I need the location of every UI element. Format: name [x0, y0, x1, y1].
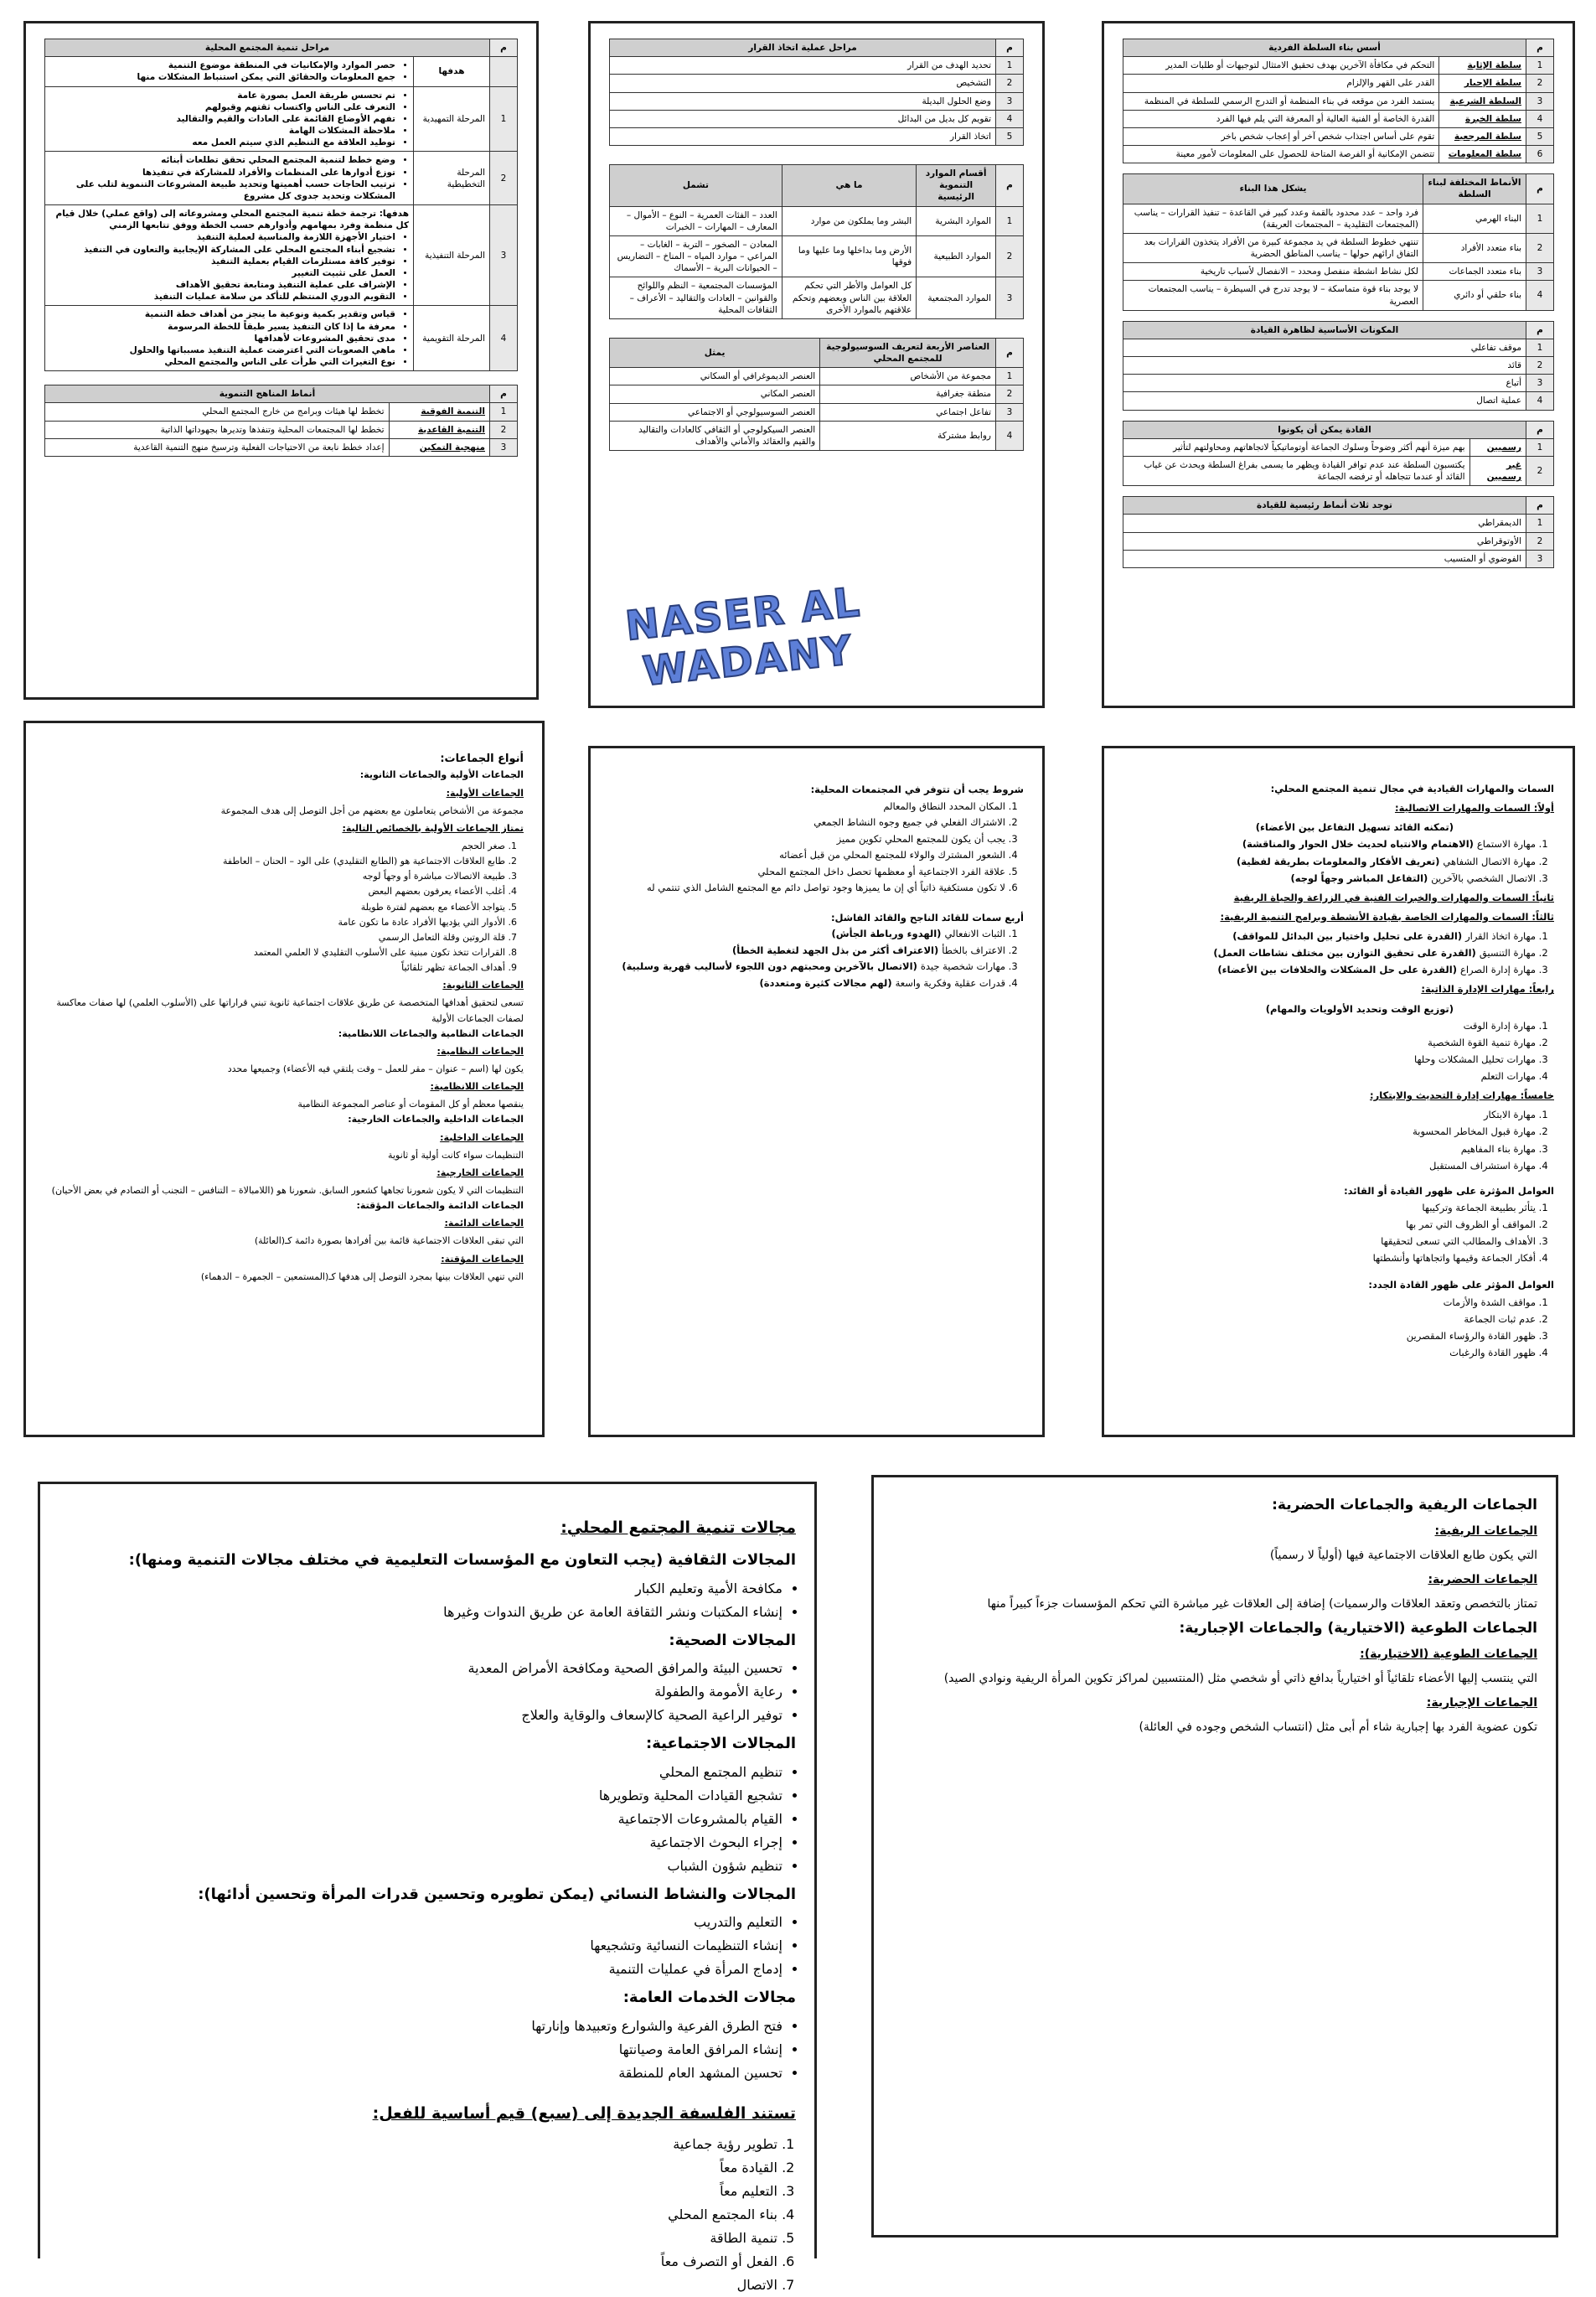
row-number: 4 — [1526, 392, 1554, 410]
table-cell: بهم ميزة أنهم أكثر وضوحاً وسلوك الجماعة أوتوماتيكياً لاتجاهاتهم ومحاولتهم لتأثير — [1123, 438, 1470, 456]
table-row — [1123, 204, 1554, 233]
list-item: • مدى تحقيق المشروعات لأهدافها — [49, 333, 395, 344]
list-item: 3. مهارة إدارة الصراع (القدرة على حل المشكلات والخلافات بين الأعضاء) — [1123, 961, 1536, 978]
panel-community-conditions: شروط يجب أن تتوفر في المجتمعات المحلية: 1. المكان المحدد النطاق والمعالم 2. الاشتراك الفعلي في جميع وجوه النشاط الجمعي 3. يجب أن يكون للمجتمع المحلي تكوين مميز 4. الشعور المشترك والولاء للمجتمع المحلي من قبل أعضائه 5. علاقة الفرد الاجتماعية أو معظمها تحصل داخل المجتمع المحلي 6. لا تكون مستكفية ذاتياً أي إن ما يميزها وجود تواصل دائم مع المجتمع الشامل الذي تنتمي له أربع سمات للقائد الناجح والقائد الفاشل: 1. الثبات الانفعالي (الهدوء ورباطة الجأش) 2. الاعتراف بالخطأ (الاعتراف أكثر من بذل الجهد لتغطية الخطأ) 3. مهارات شخصية جيدة (الاتصال بالآخرين ومحبتهم دون اللجوء لأساليب قهرية وسلبية) 4. قدرات عقلية وفكرية واسعة (لهم مجالات كثيرة ومتعددة) — [588, 746, 1045, 1437]
row-number: 3 — [1526, 263, 1554, 281]
list-item: • اختيار الأجهزة اللازمة والمناسبة لعملية التنفيذ — [49, 231, 395, 243]
row-number: 2 — [996, 385, 1024, 403]
table-row — [1123, 146, 1554, 163]
row-number: 1 — [1526, 438, 1554, 456]
table-community-elements: م العناصر الأربعة لتعريف السوسيولوجية للمجتمع المحلي يمثل 1 مجموعة من الأشخاص العنصر الديموغرافي أو السكاني 2 منطقة جغرافية العنصر المكاني 3 تفاعل اجتماعي العنصر السوسيولوجي أو الاجتماعي 4 روابط مشتركة العنصر السيكولوجي أو الثقافي كالعادات والتقاليد والقيم والعقائد والأماني والأهداف — [609, 338, 1024, 451]
row-number: 4 — [1526, 281, 1554, 310]
list-item: 6. لا تكون مستكفية ذاتياً أي إن ما يميزها وجود تواصل دائم مع المجتمع الشامل الذي تنتمي له — [609, 880, 1005, 897]
list-item: • تنظيم شؤون الشباب — [59, 1855, 783, 1878]
row-number: 1 — [1526, 204, 1554, 233]
table-cell: مجموعة من الأشخاص — [820, 368, 996, 385]
list-item: 1. تطوير رؤية جماعية — [59, 2133, 777, 2156]
table-cell: سلطة المرجعية — [1439, 127, 1526, 145]
table-row — [1123, 550, 1554, 567]
list-item: 1. مواقف الشدة والأزمات — [1123, 1294, 1536, 1311]
list-item: 3. الأهداف والمطالب التي تسعى لتحقيقها — [1123, 1233, 1536, 1249]
list-item: 1. يتأثر بطبيعة الجماعة وتركيبها — [1123, 1199, 1536, 1216]
list-item: • ترتيب الحاجات حسب أهميتها وتحديد طبيعة المشروعات التنموية لتلب على المشكلات وتحديد جدوى كل مشروع — [49, 178, 395, 202]
table-cell: منهجية التمكين — [389, 438, 489, 456]
row-number: 2 — [996, 75, 1024, 92]
table-row — [45, 205, 518, 306]
row-number: 1 — [490, 403, 518, 421]
table-cell: التنمية الفوقية — [389, 403, 489, 421]
stage-name: المرحلة التنفيذية — [414, 205, 490, 306]
list-item: 1. صغر الحجم — [44, 839, 505, 854]
table-row — [1123, 515, 1554, 532]
list-item: • إنشاء المكتبات ونشر الثقافة العامة عن طريق الندوات وغيرها — [59, 1601, 783, 1624]
row-number: 1 — [996, 57, 1024, 75]
row-number: 1 — [996, 206, 1024, 235]
table-cell: العنصر السيكولوجي أو الثقافي كالعادات والتقاليد والقيم والعقائد والأماني والأهداف — [610, 421, 820, 450]
list-item: 4. بناء المجتمع المحلي — [59, 2203, 777, 2227]
table-row — [45, 86, 518, 152]
list-item: • تم تحسس طريقة العمل بصورة عامة — [49, 90, 395, 101]
row-number: 1 — [1526, 57, 1554, 75]
list-item: 2. القيادة معاً — [59, 2156, 777, 2180]
list-item: • الإشراف على عملية التنفيذ ومتابعة تحقيق الأهداف — [49, 279, 395, 291]
table-cell: المعادن – الصخور – التربة – الغابات – المراعي – موارد المياه – المناخ – التضاريس – الحيوانات البرية – الأسماك — [610, 235, 783, 277]
table-row — [45, 421, 518, 438]
table-row — [610, 421, 1024, 450]
list-item: 8. القرارات تتخذ تكون مبنية على الأسلوب التقليدي لا العلمي المعتمد — [44, 945, 505, 960]
list-item: 4. أفكار الجماعة وقيمها واتجاهاتها وأنشطتها — [1123, 1249, 1536, 1266]
row-number: 2 — [996, 235, 1024, 277]
list-item: • ملاحظة المشكلات الهامة — [49, 125, 395, 137]
row-number: 4 — [1526, 110, 1554, 127]
item-note: (القدرة على تحليل واختيار بين البدائل للمواقف) — [1232, 930, 1466, 942]
table-cell: روابط مشتركة — [820, 421, 996, 450]
table-row — [1123, 339, 1554, 356]
list-item: 7. قلة الروتين وقلة التعامل الرسمي — [44, 930, 505, 945]
list-item: 2. مهارة قبول المخاطر المحسوبة — [1123, 1123, 1536, 1140]
table-cell: أتباع — [1123, 375, 1526, 392]
table-cell: العنصر المكاني — [610, 385, 820, 403]
table-row — [1123, 357, 1554, 375]
list-item: 4. مهارات التعلم — [1123, 1068, 1536, 1084]
row-number: 4 — [996, 110, 1024, 127]
row-number: 3 — [490, 438, 518, 456]
item-note: (القدرة على تحقيق التوازن بين مختلف نشاطات العمل) — [1213, 947, 1480, 960]
list-item: 1. المكان المحدد النطاق والمعالم — [609, 799, 1005, 815]
list-item: • مكافحة الأمية وتعليم الكبار — [59, 1577, 783, 1601]
panel-group-types-continued: الجماعات الريفية والجماعات الحضرية: الجماعات الريفية: التي يكون طابع العلاقات الاجتماعية فيها (أولياً لا رسمياً) الجماعات الحضرية: تمتاز بالتخصص وتعقد العلاقات والرسميات) إضافة إلى العلاقات غير مباشرة التي تحكم المؤسسات جزءاً كبيراً منها الجماعات الطوعية (الاختيارية) والجماعات الإجبارية: الجماعات الطوعية (الاختيارية): التي ينتسب إليها الأعضاء تلقائياً أو اختيارياً بدافع ذاتي أو شخصي مثل (المنتسبين لمراكز تكوين المرأة الريفية ونوادي الصيد) الجماعات الإجبارية: تكون عضوية الفرد بها إجبارية شاء أم أبى مثل (انتساب الشخص وجوده في العائلة) — [871, 1475, 1558, 2238]
table-cell: الأرض وما بداخلها وما عليها وما فوقها — [782, 235, 916, 277]
list-item: • رعاية الأمومة والطفولة — [59, 1680, 783, 1704]
row-number: 1 — [1526, 515, 1554, 532]
table-cell: الموارد البشرية — [917, 206, 996, 235]
stage-details — [45, 152, 414, 205]
table-cell: المؤسسات المجتمعية – النظم واللوائح والقوانين – العادات والتقاليد – الأعراف – الثقافات المحلية — [610, 277, 783, 319]
list-item: 6. الأدوار التي يؤديها الأفراد عادة ما تكون عامة — [44, 915, 505, 930]
table-development-approaches: م أنماط المناهج التنموية 1 التنمية الفوقية تخطط لها هيئات وبرامج من خارج المجتمع المحلي 2 التنمية القاعدية تخطط لها المجتمعات المحلية وتنفذها وتديرها بجهوداتها الذاتية 3 منهجية التمكين إعداد خطط نابعة من الاحتياجات الفعلية وترسيخ منهج التنمية القاعدية — [44, 385, 518, 457]
table-cell: تنتهي خطوط السلطة في يد مجموعة كبيرة من الأفراد يتخذون القرارات بعد التفاق ارائهم حولها – يناسب المناطق الحضرية — [1123, 233, 1423, 262]
list-item: 4. مهارة استشراف المستقبل — [1123, 1157, 1536, 1174]
table-cell: التشخيص — [610, 75, 996, 92]
list-item: 1. مهارة اتخاذ القرار (القدرة على تحليل واختيار بين البدائل للمواقف) — [1123, 928, 1536, 944]
list-item: • تشجيع أبناء المجتمع المحلي على المشاركة الإيجابية والتعاون في التنفيذ — [49, 244, 395, 256]
list-item: • العمل على تثبيت التغيير — [49, 267, 395, 279]
table-row — [610, 127, 1024, 145]
list-item: 6. الفعل أو التصرف معاً — [59, 2250, 777, 2274]
table-row — [610, 110, 1024, 127]
row-number: 2 — [1526, 456, 1554, 485]
table-cell: الفوضوي أو المتسيب — [1123, 550, 1526, 567]
row-number: 2 — [1526, 233, 1554, 262]
watermark-logo: NASER AL WADANY — [622, 578, 864, 696]
list-item: • فتح الطرق الفرعية والشوارع وتعبيدها وإنارتها — [59, 2015, 783, 2038]
table-development-resources: م أقسام الموارد التنموية الرئيسية ما هي تشمل 1 الموارد البشرية البشر وما يملكون من موارد العدد – الفئات العمرية – النوع – الأموال – المعارف – المهارات – الخبرات 2 الموارد الطبيعية الأرض وما بداخلها وما عليها وما فوقها المعادن – الصخور – التربة – الغابات – المراعي – موارد المياه – المناخ – التضاريس – الحيوانات البرية – الأسماك 3 الموارد المجتمعية كل العوامل والأطر التي تحكم العلاقة بين الناس وبعضهم وتحكم علاقتهم بالموارد الأخرى المؤسسات المجتمعية – النظم واللوائح والقوانين – العادات والتقاليد – الأعراف – الثقافات المحلية — [609, 164, 1024, 319]
row-number: 4 — [996, 421, 1024, 450]
table-cell: الموارد المجتمعية — [917, 277, 996, 319]
table-cell: بناء متعدد الجماعات — [1423, 263, 1526, 281]
table-row — [1123, 263, 1554, 281]
list-item: • تحسين البيئة والمرافق الصحية ومكافحة الأمراض المعدية — [59, 1657, 783, 1680]
item-note: (تعريف الأفكار والمعلومات بطريقة لفظية) — [1237, 855, 1444, 867]
stage-name: المرحلة التمهيدية — [414, 86, 490, 152]
stage-intro: هدفها: ترجمة خطة تنمية المجتمع المحلي ومشروعاته إلى (واقع عملي) خلال قيام كل منظمة وفرد بمهامهم وأدوارهم حسب الخطة ووفق تتابعها الزمني — [55, 209, 409, 231]
stage-items — [49, 308, 409, 368]
list-item: 2. عدم ثبات الجماعة — [1123, 1311, 1536, 1327]
item-note: (الاتصال بالآخرين ومحبتهم دون اللجوء لأساليب قهرية وسلبية) — [622, 960, 921, 973]
goal-item: • جمع المعلومات والحقائق التي يمكن استنباط المشكلات منها — [49, 71, 395, 83]
table-row — [610, 385, 1024, 403]
item-note: (الهدوء ورباطة الجأش) — [831, 928, 945, 940]
table-row — [45, 403, 518, 421]
row-number: 3 — [996, 277, 1024, 319]
row-number: 3 — [1526, 550, 1554, 567]
table-cell: لا يوجد بناء قوة متماسكة – لا يوجد تدرج في السيطرة – يناسب المجتمعات العصرية — [1123, 281, 1423, 310]
table-cell: فرد واحد – عدد محدود بالقمة وعدد كبير في القاعدة – تنفيذ القرارات – يناسب (المجتمعات التقليدية – المجتمعات العريقة) — [1123, 204, 1423, 233]
table-row — [610, 75, 1024, 92]
table-cell: العنصر السوسيولوجي أو الاجتماعي — [610, 403, 820, 421]
table-row — [610, 368, 1024, 385]
table-cell: تحديد الهدف من القرار — [610, 57, 996, 75]
row-number: 3 — [490, 205, 518, 306]
list-item: 2. مهارة الاتصال الشفاهي (تعريف الأفكار والمعلومات بطريقة لفظية) — [1123, 853, 1536, 870]
row-number: 4 — [490, 306, 518, 371]
table-authority-bases: م أسس بناء السلطة الفردية 1 سلطة الإثابة التحكم في مكافأة الآخرين بهدف تحقيق الامتثال لتوجيهات أو طلبات المدير 2 سلطة الإجبار القدر على القهر والإلزام 3 السلطة الشرعية يستمد الفرد من موقعه في بناء المنظمة أو التدرج الرسمي للسلطة في المنظمة 4 سلطة الخبرة القدرة الخاصة أو الفنية العالية أو المعرفة التي يلم فيها الفرد 5 سلطة المرجعية تقوم على أساس اجتذاب شخص آخر أو إعجاب شخص باخر 6 سلطة المعلومات تتضمن الإمكانية أو الفرصة المتاحة للحصول على المعلومات لأمور معينة — [1123, 39, 1554, 163]
list-item: • ماهي الصعوبات التي اعترضت عملية التنفيذ مسبباتها والحلول — [49, 344, 395, 356]
list-item: 3. مهارة بناء المفاهيم — [1123, 1141, 1536, 1157]
item-note: (الاعتراف أكثر من بذل الجهد لتغطية الخطأ) — [732, 944, 943, 956]
panel-authority-leadership — [1102, 21, 1575, 708]
table-cell: الديمقراطي — [1123, 515, 1526, 532]
table-development-stages: م مراحل تنمية المجتمع المحلية هدفها • حصر الموارد والإمكانيات في المنطقة موضوع التنمية • جمع المعلومات والحقائق التي يمكن استنباط المشكلات منها 1 المرحلة التمهيدية • تم تحسس طريقة العمل بصورة عامة • التعرف على الناس واكتساب ثقتهم وقبولهم • تفهم الأوضاع القائمة على العادات والقيم والتقاليد • ملاحظة المشكلات الهامة • توطيد العلاقة مع التنظيم الذي سيتم العمل معه 2 المرحلة التخطيطية • وضع خطط لتنمية المجتمع المحلي تحقق تطلعات أبنائه • توزع أدوارها على المنظمات والأفراد للمشاركة في تنفيذها • ترتيب الحاجات حسب أهميتها وتحديد طبيعة المشروعات التنموية لتلب على المشكلات وتحديد جدوى كل مشروع 3 المرحلة التنفيذية هدفها: ترجمة خطة تنمية المجتمع المحلي ومشروعاته إلى (واقع عملي) خلال قيام كل منظمة وفرد بمهامهم وأدوارهم حسب الخطة ووفق تتابعها الزمني • اختيار الأجهزة اللازمة والمناسبة لعملية التنفيذ • تشجيع أبناء المجتمع المحلي على المشاركة الإيجابية والتعاون في التنفيذ • توفير كافة مستلزمات القيام بعملية التنفيذ • العمل على تثبيت التغيير • الإشراف على عملية التنفيذ ومتابعة تحقيق الأهداف • التقويم الدوري المنتظم للتأكد من سلامة عمليات التنفيذ 4 المرحلة التقويمية • قياس وتقدير بكمية ونوعية ما ينجز من أهداف خطة التنمية • معرفة ما إذا كان التنفيذ يسير طبقاً للخطة المرسومة • مدى تحقيق المشروعات لأهدافها • ماهي الصعوبات التي اعترضت عملية التنفيذ مسبباتها والحلول • نوع التغيرات التي طرأت على الناس والمجتمع المحلي — [44, 39, 518, 371]
table-cell: القدرة الخاصة أو الفنية العالية أو المعرفة التي يلم فيها الفرد — [1123, 110, 1439, 127]
table-cell: سلطة الخبرة — [1439, 110, 1526, 127]
stage-details — [45, 205, 414, 306]
table-cell: لكل نشاط انشطة منفصل ومحدد – الانفصال لأسباب تاريخية — [1123, 263, 1423, 281]
table-cell: عملية اتصال — [1123, 392, 1526, 410]
list-item: 1. الثبات الانفعالي (الهدوء ورباطة الجأش) — [609, 926, 1005, 943]
table-row — [610, 277, 1024, 319]
table-leadership-styles: م توجد ثلاث أنماط رئيسية للقيادة 1 الديمقراطي 2 الأوتوقراطي 3 الفوضوي أو المتسيب — [1123, 496, 1554, 568]
table-cell: اتخاذ القرار — [610, 127, 996, 145]
list-item: • إدماج المرأة في عمليات التنمية — [59, 1958, 783, 1981]
panel-development-fields: مجالات تنمية المجتمع المحلي: المجالات الثقافية (يجب التعاون مع المؤسسات التعليمية في مختلف مجالات التنمية ومنها): • مكافحة الأمية وتعليم الكبار • إنشاء المكتبات ونشر الثقافة العامة عن طريق الندوات وغيرها المجالات الصحية: • تحسين البيئة والمرافق الصحية ومكافحة الأمراض المعدية • رعاية الأمومة والطفولة • توفير الراعية الصحية كالإسعاف والوقاية والعلاج المجالات الاجتماعية: • تنظيم المجتمع المحلي • تشجيع القيادات المحلية وتطويرها • القيام بالمشروعات الاجتماعية • إجراء البحوث الاجتماعية • تنظيم شؤون الشباب المجالات والنشاط النسائي (يمكن تطويره وتحسين قدرات المرأة وتحسين أدائها): • التعليم والتدريب • إنشاء التنظيمات النسائية وتشجيعها • إدماج المرأة في عمليات التنمية مجالات الخدمات العامة: • فتح الطرق الفرعية والشوارع وتعبيدها وإنارتها • إنشاء المرافق العامة وصيانتها • تحسين المشهد العام للمنطقة تستند الفلسفة الجديدة إلى (سبع) قيم أساسية للفعل: 1. تطوير رؤية جماعية 2. القيادة معاً 3. التعليم معاً 4. بناء المجتمع المحلي 5. تنمية الطاقة 6. الفعل أو التصرف معاً 7. الاتصال — [38, 1482, 817, 2258]
row-number: 3 — [996, 403, 1024, 421]
list-item: 2. الاعتراف بالخطأ (الاعتراف أكثر من بذل الجهد لتغطية الخطأ) — [609, 943, 1005, 960]
table-row — [45, 306, 518, 371]
table-row — [1123, 233, 1554, 262]
list-item: • توفير الراعية الصحية كالإسعاف والوقاية والعلاج — [59, 1704, 783, 1727]
table-row — [610, 235, 1024, 277]
row-number: 2 — [490, 152, 518, 205]
list-item: • القيام بالمشروعات الاجتماعية — [59, 1808, 783, 1831]
table-cell: بناء متعدد الأفراد — [1423, 233, 1526, 262]
table-cell: بناء حلقي أو دائري — [1423, 281, 1526, 310]
row-number: 2 — [1526, 532, 1554, 550]
list-item: 4. الشعور المشترك والولاء للمجتمع المحلي من قبل أعضائه — [609, 847, 1005, 864]
table-cell: تخطط لها المجتمعات المحلية وتنفذها وتديرها بجهوداتها الذاتية — [45, 421, 390, 438]
table-cell: تتضمن الإمكانية أو الفرصة المتاحة للحصول على المعلومات لأمور معينة — [1123, 146, 1439, 163]
table-row — [1123, 456, 1554, 485]
list-item: • تشجيع القيادات المحلية وتطويرها — [59, 1784, 783, 1808]
list-item: 1. مهارة إدارة الوقت — [1123, 1017, 1536, 1034]
table-row — [610, 57, 1024, 75]
row-number: 2 — [1526, 357, 1554, 375]
table-cell: موقف تفاعلي — [1123, 339, 1526, 356]
list-item: 3. مهارات شخصية جيدة (الاتصال بالآخرين ومحبتهم دون اللجوء لأساليب قهرية وسلبية) — [609, 959, 1005, 975]
panel-group-types: أنواع الجماعات: الجماعات الأولية والجماعات الثانوية: الجماعات الأولية: مجموعة من الأشخاص يتعاملون مع بعضهم من أجل التوصل إلى هدف المجموعة تمتاز الجماعات الأولية بالخصائص التالية: 1. صغر الحجم 2. طابع العلاقات الاجتماعية هو (الطابع التقليدي) على الود – الحنان – العاطفة 3. طبيعة الاتصالات مباشرة أو وجهاً لوجه 4. أغلب الأعضاء يعرفون بعضهم البعض 5. يتواجد الأعضاء مع بعضهم لفترة طويلة 6. الأدوار التي يؤديها الأفراد عادة ما تكون عامة 7. قلة الروتين وقلة التعامل الرسمي 8. القرارات تتخذ تكون مبنية على الأسلوب التقليدي لا العلمي المعتمد 9. أهداف الجماعة تظهر تلقائياً الجماعات الثانوية: تسعى لتحقيق أهدافها المتخصصة عن طريق علاقات اجتماعية ثانوية تبني قراراتها على (الأسلوب العلمي) لها صفات معاكسة لصفات الجماعات الأولية الجماعات النظامية والجماعات اللانظامية: الجماعات النظامية: يكون لها (اسم – عنوان – مقر للعمل – وقت يلتقي فيه الأعضاء) وجميعها محدد الجماعات اللانظامية: ينقصها معظم أو كل المقومات أو عناصر المجموعة النظامية الجماعات الداخلية والجماعات الخارجية: الجماعات الداخلية: التنظيمات سواء كانت أولية أو ثانوية الجماعات الخارجية: التنظيمات التي لا يكون شعورنا تجاهها كشعور السابق. شعورنا هو (اللامبالاة – التنافس – التجنب أو التصادم في بعض الأحيان) الجماعات الدائمة والجماعات المؤقتة: الجماعات الدائمة: التي تبقى العلاقات الاجتماعية قائمة بين أفرادها بصورة دائمة كـ(العائلة) الجماعات المؤقتة: التي تنهي العلاقات بينها بمجرد التوصل إلى هدفها كـ(المستمعين – الجمهرة – الدهماء) — [23, 721, 545, 1437]
table-row — [1123, 75, 1554, 92]
list-item: 9. أهداف الجماعة تظهر تلقائياً — [44, 960, 505, 975]
table-cell: يستمد الفرد من موقعه في بناء المنظمة أو التدرج الرسمي للسلطة في المنظمة — [1123, 92, 1439, 110]
table-cell: التنمية القاعدية — [389, 421, 489, 438]
table-row — [1123, 281, 1554, 310]
row-number: 2 — [490, 421, 518, 438]
table-cell: قائد — [1123, 357, 1526, 375]
row-number: 6 — [1526, 146, 1554, 163]
list-item: 3. التعليم معاً — [59, 2180, 777, 2203]
stage-items — [49, 154, 409, 202]
list-item: 2. طابع العلاقات الاجتماعية هو (الطابع التقليدي) على الود – الحنان – العاطفة — [44, 854, 505, 869]
list-item: • تحسين المشهد العام للمنطقة — [59, 2062, 783, 2085]
list-item: • تنظيم المجتمع المحلي — [59, 1761, 783, 1784]
table-row — [1123, 110, 1554, 127]
list-item: 2. الاشتراك الفعلي في جميع وجوه النشاط الجمعي — [609, 815, 1005, 831]
table-cell: تفاعل اجتماعي — [820, 403, 996, 421]
table-cell: التحكم في مكافأة الآخرين بهدف تحقيق الامتثال لتوجيهات أو طلبات المدير — [1123, 57, 1439, 75]
table-row — [45, 152, 518, 205]
table-cell: تخطط لها هيئات وبرامج من خارج المجتمع المحلي — [45, 403, 390, 421]
table-cell: الموارد الطبيعية — [917, 235, 996, 277]
table-row — [610, 403, 1024, 421]
table-row — [45, 438, 518, 456]
row-number: 1 — [996, 368, 1024, 385]
item-note: (التفاعل المباشر وجهاً لوجه) — [1290, 872, 1432, 884]
table-cell: سلطة الإجبار — [1439, 75, 1526, 92]
table-row — [1123, 375, 1554, 392]
item-note: (الاهتمام والانتباه لحديث خلال الحوار والمناقشة) — [1242, 838, 1477, 851]
table-row — [1123, 392, 1554, 410]
table-cell: إعداد خطط نابعة من الاحتياجات الفعلية وترسيخ منهج التنمية القاعدية — [45, 438, 390, 456]
table-row — [1123, 92, 1554, 110]
list-item: 2. المواقف أو الظروف التي تمر بها — [1123, 1216, 1536, 1233]
row-number: 5 — [996, 127, 1024, 145]
table-cell: العدد – الفئات العمرية – النوع – الأموال – المعارف – المهارات – الخبرات — [610, 206, 783, 235]
table-cell: رسميين — [1469, 438, 1526, 456]
table-cell: سلطة المعلومات — [1439, 146, 1526, 163]
table-leader-types: م القادة يمكن أن يكونوا 1 رسميين بهم ميزة أنهم أكثر وضوحاً وسلوك الجماعة أوتوماتيكياً لاتجاهاتهم ومحاولتهم لتأثير 2 غير رسميين يكتسبون السلطة عند عدم توافر القيادة ويظهر ما يسمى بفراغ السلطة ويحدث عن غياب القائد أو عندما تتجاهله أو ترفضه الجماعة — [1123, 421, 1554, 487]
list-item: 5. تنمية الطاقة — [59, 2227, 777, 2250]
list-item: 2. مهارة التنسيق (القدرة على تحقيق التوازن بين مختلف نشاطات العمل) — [1123, 944, 1536, 961]
list-item: • معرفة ما إذا كان التنفيذ يسير طبقاً للخطة المرسومة — [49, 321, 395, 333]
table-row — [610, 206, 1024, 235]
row-number: 1 — [490, 86, 518, 152]
table-cell: سلطة الإثابة — [1439, 57, 1526, 75]
list-item: • وضع خطط لتنمية المجتمع المحلي تحقق تطلعات أبنائه — [49, 154, 395, 166]
row-number: 3 — [1526, 92, 1554, 110]
list-item: 5. يتواجد الأعضاء مع بعضهم لفترة طويلة — [44, 900, 505, 915]
table-cell: وضع الحلول البديلة — [610, 92, 996, 110]
list-item: 1. مهارة الابتكار — [1123, 1106, 1536, 1123]
table-cell: العنصر الديموغرافي أو السكاني — [610, 368, 820, 385]
list-item: 3. يجب أن يكون للمجتمع المحلي تكوين مميز — [609, 831, 1005, 848]
list-item: 3. طبيعة الاتصالات مباشرة أو وجهاً لوجه — [44, 869, 505, 884]
list-item: • التعرف على الناس واكتساب ثقتهم وقبولهم — [49, 101, 395, 113]
stage-items — [49, 90, 409, 149]
table-authority-patterns: م الأنماط المختلفة لبناء السلطة يشكل هذا البناء 1 البناء الهرمي فرد واحد – عدد محدود بالقمة وعدد كبير في القاعدة – تنفيذ القرارات – يناسب (المجتمعات التقليدية – المجتمعات العريقة) 2 بناء متعدد الأفراد تنتهي خطوط السلطة في يد مجموعة كبيرة من الأفراد يتخذون القرارات بعد التفاق ارائهم حولها – يناسب المناطق الحضرية 3 بناء متعدد الجماعات لكل نشاط انشطة منفصل ومحدد – الانفصال لأسباب تاريخية 4 بناء حلقي أو دائري لا يوجد بناء قوة متماسكة – لا يوجد تدرج في السيطرة – يناسب المجتمعات العصرية — [1123, 173, 1554, 311]
row-number: 3 — [996, 92, 1024, 110]
item-note: (القدرة على حل المشكلات والخلافات بين الأعضاء) — [1217, 964, 1460, 976]
list-item: 3. ظهور القادة والرؤساء المقصرين — [1123, 1327, 1536, 1344]
table-cell: يكتسبون السلطة عند عدم توافر القيادة ويظهر ما يسمى بفراغ السلطة ويحدث عن غياب القائد أو عندما تتجاهله أو ترفضه الجماعة — [1123, 456, 1470, 485]
table-row — [1123, 438, 1554, 456]
list-item: 4. ظهور القادة والرغبات — [1123, 1344, 1536, 1361]
list-item: 1. مهارة الاستماع (الاهتمام والانتباه لحديث خلال الحوار والمناقشة) — [1123, 836, 1536, 852]
goal-item: • حصر الموارد والإمكانيات في المنطقة موضوع التنمية — [49, 59, 395, 71]
table-cell: منطقة جغرافية — [820, 385, 996, 403]
list-item: • توزع أدوارها على المنظمات والأفراد للمشاركة في تنفيذها — [49, 167, 395, 178]
list-item: 3. الاتصال الشخصي بالآخرين (التفاعل المباشر وجهاً لوجه) — [1123, 870, 1536, 887]
list-item: • توفير كافة مستلزمات القيام بعملية التنفيذ — [49, 256, 395, 267]
table-cell: تقوم على أساس اجتذاب شخص آخر أو إعجاب شخص باخر — [1123, 127, 1439, 145]
table-cell: كل العوامل والأطر التي تحكم العلاقة بين الناس وبعضهم وتحكم علاقتهم بالموارد الأخرى — [782, 277, 916, 319]
list-item: • نوع التغيرات التي طرأت على الناس والمجتمع المحلي — [49, 356, 395, 368]
stage-details — [45, 86, 414, 152]
list-item: 7. الاتصال — [59, 2274, 777, 2297]
stage-items — [49, 231, 409, 303]
panel-leadership-skills: السمات والمهارات القيادية في مجال تنمية المجتمع المحلي: أولاً: السمات والمهارات الاتصالية: (تمكنه القائد تسهيل التفاعل بين الأعضاء) 1. مهارة الاستماع (الاهتمام والانتباه لحديث خلال الحوار والمناقشة) 2. مهارة الاتصال الشفاهي (تعريف الأفكار والمعلومات بطريقة لفظية) 3. الاتصال الشخصي بالآخرين (التفاعل المباشر وجهاً لوجه) ثانياً: السمات والمهارات والخبرات الفنية في الزراعة والحياة الريفية ثالثاً: السمات والمهارات الخاصة بقيادة الأنشطة وبرامج التنمية الريفية: 1. مهارة اتخاذ القرار (القدرة على تحليل واختيار بين البدائل للمواقف) 2. مهارة التنسيق (القدرة على تحقيق التوازن بين مختلف نشاطات العمل) 3. مهارة إدارة الصراع (القدرة على حل المشكلات والخلافات بين الأعضاء) رابعاً: مهارات الإدارة الذاتية: (توزيع الوقت وتحديد الأولويات والمهام) 1. مهارة إدارة الوقت 2. مهارة تنمية القوة الشخصية 3. مهارات تحليل المشكلات وحلها 4. مهارات التعلم خامساً: مهارات إدارة التحديث والابتكار: 1. مهارة الابتكار 2. مهارة قبول المخاطر المحسوبة 3. مهارة بناء المفاهيم 4. مهارة استشراف المستقبل العوامل المؤثرة على ظهور القيادة أو القائد: 1. يتأثر بطبيعة الجماعة وتركيبها 2. المواقف أو الظروف التي تمر بها 3. الأهداف والمطالب التي تسعى لتحقيقها 4. أفكار الجماعة وقيمها واتجاهاتها وأنشطتها العوامل المؤثر على ظهور القادة الجدد: 1. مواقف الشدة والأزمات 2. عدم ثبات الجماعة 3. ظهور القادة والرؤساء المقصرين 4. ظهور القادة والرغبات — [1102, 746, 1575, 1437]
table-cell: البشر وما يملكون من موارد — [782, 206, 916, 235]
table-cell: القدر على القهر والإلزام — [1123, 75, 1439, 92]
stage-name: المرحلة التخطيطية — [414, 152, 490, 205]
panel-development-stages — [23, 21, 539, 700]
table-decision-stages: م مراحل عملية اتخاذ القرار 1 تحديد الهدف من القرار 2 التشخيص 3 وضع الحلول البديلة 4 تقويم كل بديل من البدائل 5 اتخاذ القرار — [609, 39, 1024, 146]
row-number: 1 — [1526, 339, 1554, 356]
table-row — [610, 92, 1024, 110]
list-item: • إجراء البحوث الاجتماعية — [59, 1831, 783, 1855]
table-leadership-components: م المكونات الأساسية لظاهرة القيادة 1 موقف تفاعلي 2 قائد 3 أتباع 4 عملية اتصال — [1123, 321, 1554, 411]
table-row — [1123, 57, 1554, 75]
list-item: • قياس وتقدير بكمية ونوعية ما ينجز من أهداف خطة التنمية — [49, 308, 395, 320]
list-item: • إنشاء التنظيمات النسائية وتشجيعها — [59, 1934, 783, 1958]
stage-name: المرحلة التقويمية — [414, 306, 490, 371]
table-cell: الأوتوقراطي — [1123, 532, 1526, 550]
list-item: • التقويم الدوري المنتظم للتأكد من سلامة عمليات التنفيذ — [49, 291, 395, 303]
table-row — [1123, 532, 1554, 550]
list-item: • توطيد العلاقة مع التنظيم الذي سيتم العمل معه — [49, 137, 395, 148]
list-item: 5. علاقة الفرد الاجتماعية أو معظمها تحصل داخل المجتمع المحلي — [609, 864, 1005, 881]
list-item: 4. قدرات عقلية وفكرية واسعة (لهم مجالات كثيرة ومتعددة) — [609, 975, 1005, 992]
list-item: 4. أغلب الأعضاء يعرفون بعضهم البعض — [44, 884, 505, 899]
table-cell: السلطة الشرعية — [1439, 92, 1526, 110]
list-item: • إنشاء المرافق العامة وصيانتها — [59, 2038, 783, 2062]
row-number: 3 — [1526, 375, 1554, 392]
list-item: • التعليم والتدريب — [59, 1911, 783, 1934]
stage-details — [45, 306, 414, 371]
table-cell: تقويم كل بديل من البدائل — [610, 110, 996, 127]
table-row — [1123, 127, 1554, 145]
row-number: 5 — [1526, 127, 1554, 145]
list-item: • تفهم الأوضاع القائمة على العادات والقيم والتقاليد — [49, 113, 395, 125]
item-note: (لهم مجالات كثيرة ومتعددة) — [759, 977, 896, 990]
list-item: 2. مهارة تنمية القوة الشخصية — [1123, 1034, 1536, 1051]
list-item: 3. مهارات تحليل المشكلات وحلها — [1123, 1051, 1536, 1068]
table-cell: غير رسميين — [1469, 456, 1526, 485]
row-number: 2 — [1526, 75, 1554, 92]
table-cell: البناء الهرمي — [1423, 204, 1526, 233]
